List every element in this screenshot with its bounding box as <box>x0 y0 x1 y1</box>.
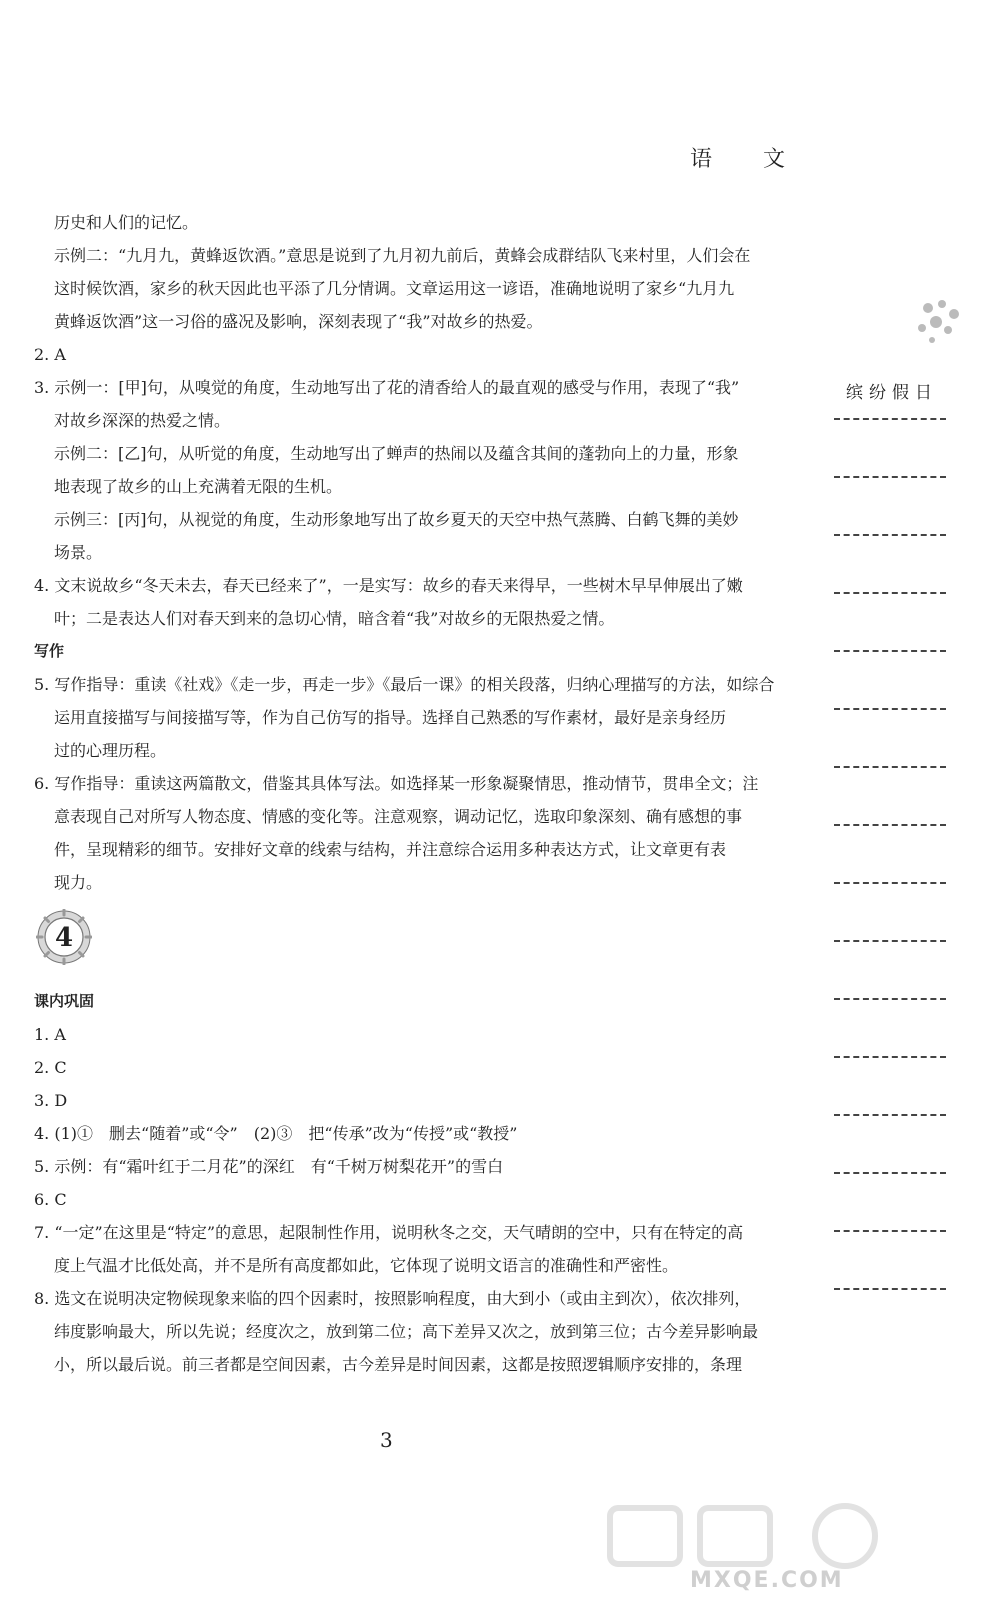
answer-text-column <box>34 206 824 1381</box>
section-heading-practice: 课内巩固 <box>34 992 95 1010</box>
answer-item: 7. “一定”在这里是“特定”的意思，起限制性作用，说明秋冬之交，天气晴朗的空中，只有在特定的高 <box>34 1223 744 1242</box>
answer-item: 1. A <box>34 1025 66 1044</box>
text-line: 运用直接描写与间接描写等，作为自己仿写的指导。选择自己熟悉的写作素材，最好是亲身经历 <box>54 708 727 727</box>
text-line: 历史和人们的记忆。 <box>54 213 199 232</box>
writing-line <box>834 940 946 942</box>
text-line: 过的心理历程。 <box>54 741 167 760</box>
writing-line <box>834 1056 946 1058</box>
text-line: 件，呈现精彩的细节。安排好文章的线索与结构，并注意综合运用多种表达方式，让文章更有表 <box>54 840 727 859</box>
answer-item: 4. 文末说故乡“冬天未去，春天已经来了”，一是实写：故乡的春天来得早，一些树木早早伸展出了嫩 <box>34 576 743 595</box>
writing-line <box>834 476 946 478</box>
text-line: 度上气温才比低处高，并不是所有高度都如此，它体现了说明文语言的准确性和严密性。 <box>54 1256 679 1275</box>
unit-badge <box>34 899 824 985</box>
writing-line <box>834 824 946 826</box>
text-line: 现力。 <box>54 873 103 892</box>
writing-line <box>834 1172 946 1174</box>
subject-title: 语 文 <box>690 147 807 172</box>
text-line: 示例二：“九月九，黄蜂返饮酒。”意思是说到了九月初九前后，黄蜂会成群结队飞来村里，人们会在 <box>54 246 751 265</box>
answer-item: 5. 写作指导：重读《社戏》《走一步，再走一步》《最后一课》的相关段落，归纳心理描写的方法，如综合 <box>34 675 775 694</box>
writing-line <box>834 650 946 652</box>
text-line: 示例二：[乙]句，从听觉的角度，生动地写出了蝉声的热闹以及蕴含其间的蓬勃向上的力量，形象 <box>54 444 739 463</box>
text-line: 纬度影响最大，所以先说；经度次之，放到第二位；高下差异又次之，放到第三位；古今差异影响最 <box>54 1322 759 1341</box>
text-line: 场景。 <box>54 543 103 562</box>
writing-line <box>834 1230 946 1232</box>
writing-line <box>834 418 946 420</box>
answer-item: 2. A <box>34 345 66 364</box>
leaf-decoration-icon <box>908 294 968 356</box>
answer-item: 4. (1)① 删去“随着”或“令” (2)③ 把“传承”改为“传授”或“教授” <box>34 1124 518 1143</box>
text-line: 叶；二是表达人们对春天到来的急切心情，暗含着“我”对故乡的无限热爱之情。 <box>54 609 615 628</box>
text-line: 小，所以最后说。前三者都是空间因素，古今差异是时间因素，这都是按照逻辑顺序安排的，条理 <box>54 1355 743 1374</box>
writing-line <box>834 708 946 710</box>
answer-item: 6. 写作指导：重读这两篇散文，借鉴其具体写法。如选择某一形象凝聚情思，推动情节，贯串全文；注 <box>34 774 759 793</box>
writing-line <box>834 882 946 884</box>
answer-item: 5. 示例：有“霜叶红于二月花”的深红 有“千树万树梨花开”的雪白 <box>34 1157 504 1176</box>
answer-item: 3. 示例一：[甲]句，从嗅觉的角度，生动地写出了花的清香给人的最直观的感受与作用，表现了“我” <box>34 378 740 397</box>
page-number: 3 <box>380 1428 393 1452</box>
gear-badge-icon <box>36 909 92 965</box>
text-line: 地表现了故乡的山上充满着无限的生机。 <box>54 477 343 496</box>
answer-item: 3. D <box>34 1091 68 1110</box>
answer-item: 6. C <box>34 1190 67 1209</box>
answer-item: 2. C <box>34 1058 67 1077</box>
answer-item: 8. 选文在说明决定物候现象来临的四个因素时，按照影响程度，由大到小（或由主到次），依次排列， <box>34 1289 751 1308</box>
writing-line <box>834 592 946 594</box>
text-line: 对故乡深深的热爱之情。 <box>54 411 231 430</box>
writing-line <box>834 1288 946 1290</box>
section-heading-writing: 写作 <box>34 642 65 660</box>
writing-line <box>834 1114 946 1116</box>
text-line: 示例三：[丙]句，从视觉的角度，生动形象地写出了故乡夏天的天空中热气蒸腾、白鹤飞舞的美妙 <box>54 510 739 529</box>
writing-line <box>834 534 946 536</box>
text-line: 黄蜂返饮酒”这一习俗的盛况及影响，深刻表现了“我”对故乡的热爱。 <box>54 312 543 331</box>
sidebar-title: 缤纷假日 <box>846 383 938 403</box>
writing-line <box>834 766 946 768</box>
text-line: 意表现自己对所写人物态度、情感的变化等。注意观察，调动记忆，选取印象深刻、确有感想的事 <box>54 807 743 826</box>
writing-line <box>834 998 946 1000</box>
text-line: 这时候饮酒，家乡的秋天因此也平添了几分情调。文章运用这一谚语，准确地说明了家乡“九月九 <box>54 279 735 298</box>
watermark-text: MXQE.COM <box>690 1568 844 1593</box>
badge-number: 4 <box>54 923 74 953</box>
